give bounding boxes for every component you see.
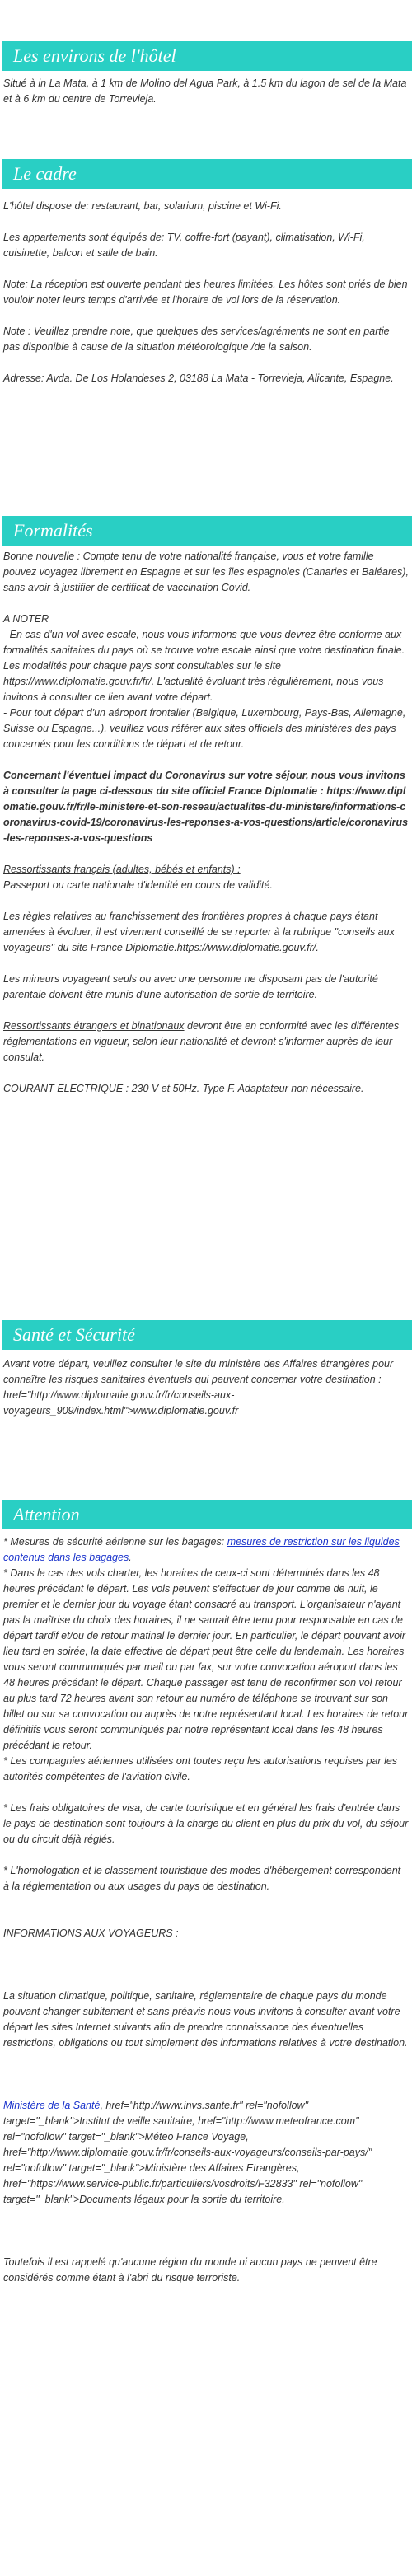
attention-bagages-prefix: * Mesures de sécurité aérienne sur les bagages: xyxy=(3,1536,227,1548)
attention-terrorisme: Toutefois il est rappelé qu'aucune région du monde ni aucun pays ne peuvent être considérés comme étant à l'abri du risque terroriste. xyxy=(3,2256,377,2283)
cadre-equipments: Les appartements sont équipés de: TV, coffre-fort (payant), climatisation, Wi-Fi, cuisinette, balcon et salle de bain. xyxy=(3,232,365,259)
formalites-etrangers-title: Ressortissants étrangers et binationaux xyxy=(3,1020,185,1032)
attention-vols-charter: * Dans le cas des vols charter, les horaires de ceux-ci sont déterminés dans les 48 heures précédant le départ. Les vols peuvent s'effectuer de jour comme de nuit, le premier et le dernier jour du voyage étant consacré au transport. L'organisateur n'ayant pas la maîtrise du choix des horaires, il ne saurait être tenu pour responsable en cas de départ tardif et/ou de retour matinal le dernier jour. En particulier, le départ pouvant avoir lieu tard en soirée, la date effective de départ peut être celle du lendemain. Les horaires vous seront communiqués par mail ou par fax, sur votre convocation aéroport dans les 48 heures précédant le départ. Chaque passager est tenu de reconfirmer son vol retour au plus tard 72 heures avant son retour au numéro de téléphone se trouvant sur son billet ou sur sa convocation ou auprès de notre représentant local. Les horaires de retour définitifs vous seront communiqués par notre représentant local dans les 48 heures précédant le retour. xyxy=(3,1567,409,1751)
formalites-coronavirus-notice: Concernant l'éventuel impact du Coronavirus sur votre séjour, nous vous invitons à consulter la page ci-dessous du site officiel France Diplomatie : https://www.diplomatie.gouv.fr/fr/le-ministere-et-son-reseau/actualites-du-ministere/informations-coronavirus-covid-19/coronavirus-les-reponses-a-vos-questions/article/coronavirus-les-reponses-a-vos-questions xyxy=(3,770,409,844)
formalites-a-noter-escale: - En cas d'un vol avec escale, nous vous informons que vous devrez être conforme aux formalités sanitaires du pays où se trouve votre escale ainsi que votre destination finale. xyxy=(3,629,405,656)
cadre-note-services: Note : Veuillez prendre note, que quelques des services/agréments ne sont en partie pas disponible à cause de la situation météorologique /de la saison. xyxy=(3,326,390,353)
sante-text xyxy=(3,1356,409,1419)
environs-paragraph: Situé à in La Mata, à 1 km de Molino del Agua Park, à 1.5 km du lagon de sel de la Mata et à 6 km du centre de Torrevieja. xyxy=(3,77,407,105)
formalites-text xyxy=(3,549,409,1097)
cadre-note-reception: Note: La réception est ouverte pendant des heures limitées. Les hôtes sont priés de bien vouloir noter leurs temps d'arrivée et l'horaire de vol lors de la réservation. xyxy=(3,279,408,306)
cadre-text xyxy=(3,199,409,386)
formalites-a-noter-title: A NOTER xyxy=(3,613,49,625)
environs-text xyxy=(3,76,409,107)
formalites-etrangers-text: devront être en conformité avec les différentes réglementations en vigueur, selon leur nationalité et devront s'informer auprès de leur consulat. xyxy=(3,1020,400,1063)
formalites-bonne-nouvelle: Bonne nouvelle : Compte tenu de votre nationalité française, vous et votre famille pouvez voyagez librement en Espagne et sur les îles espagnoles (Canaries et Baléares), sans avoir à justifier de certificat de vaccination Covid. xyxy=(3,550,409,593)
section-title-attention: Attention xyxy=(2,1500,412,1529)
attention-sites-text: , href="http://www.invs.sante.fr" rel="nofollow" target="_blank">Institut de veille sanitaire, href="http://www.meteofrance.com" rel="nofollow" target="_blank">Méteo France Voyage, href="http://www.diplomatie.gouv.fr/fr/conseils-aux-voyageurs/conseils-par-pays/" rel="nofollow" target="_blank">Ministère des Affaires Etrangères, href="https://www.service-public.fr/particuliers/vosdroits/F32833" rel="nofollow" target="_blank">Documents légaux pour la sortie du territoire. xyxy=(3,2100,372,2205)
liquides-restriction-link[interactable]: mesures de restriction sur les liquides contenus dans les bagages xyxy=(3,1536,400,1563)
cadre-services: L'hôtel dispose de: restaurant, bar, solarium, piscine et Wi-Fi. xyxy=(3,200,282,212)
attention-situation: La situation climatique, politique, sanitaire, réglementaire de chaque pays du monde pouvant changer subitement et sans préavis nous vous invitons à consulter avant votre départ les sites Internet suivants afin de prendre connaissance des éventuelles restrictions, obligations ou tout simplement des informations relatives à votre destination. xyxy=(3,1990,408,2049)
ministere-sante-link[interactable]: Ministère de la Santé xyxy=(3,2100,101,2111)
formalites-a-noter-modalites: Les modalités pour chaque pays sont consultables sur le site https://www.diplomatie.gouv.fr/fr/. L'actualité évoluant très régulièrement, nous vous invitons à consulter ce lien avant votre départ. xyxy=(3,660,384,703)
sante-paragraph: Avant votre départ, veuillez consulter le site du ministère des Affaires étrangères pour connaître les risques sanitaires éventuels qui peuvent concerner votre destination : href="http://www.diplomatie.gouv.fr/fr/conseils-aux-voyageurs_909/index.html">www.diplomatie.gouv.fr xyxy=(3,1358,394,1417)
attention-bagages xyxy=(3,1534,409,1566)
formalites-regles: Les règles relatives au franchissement des frontières propres à chaque pays étant amenées à évoluer, il est vivement conseillé de se reporter à la rubrique "conseils aux voyageurs" du site France Diplomatie.https://www.diplomatie.gouv.fr/. xyxy=(3,911,395,953)
attention-bagages-suffix: . xyxy=(129,1552,132,1563)
attention-frais: * Les frais obligatoires de visa, de carte touristique et en général les frais d'entrée dans le pays de destination sont toujours à la charge du client en plus du prix du vol, du séjour ou du circuit déjà réglés. xyxy=(3,1802,409,1845)
section-title-sante: Santé et Sécurité xyxy=(2,1320,412,1350)
attention-sites xyxy=(3,2098,409,2208)
attention-homologation: * L'homologation et le classement touristique des modes d'hébergement correspondent à la réglementation ou aux usages du pays de destination. xyxy=(3,1865,401,1892)
section-title-cadre: Le cadre xyxy=(2,159,412,189)
formalites-courant: COURANT ELECTRIQUE : 230 V et 50Hz. Type F. Adaptateur non nécessaire. xyxy=(3,1083,364,1094)
formalites-mineurs: Les mineurs voyageant seuls ou avec une personne ne disposant pas de l'autorité parentale doivent être munis d'une autorisation de sortie de territoire. xyxy=(3,973,378,1000)
attention-text xyxy=(3,1534,409,2286)
cadre-address: Adresse: Avda. De Los Holandeses 2, 03188 La Mata - Torrevieja, Alicante, Espagne. xyxy=(3,372,394,384)
formalites-francais-title: Ressortissants français (adultes, bébés et enfants) : xyxy=(3,864,241,875)
formalites-francais-text: Passeport ou carte nationale d'identité en cours de validité. xyxy=(3,879,273,891)
formalites-a-noter-frontalier: - Pour tout départ d'un aéroport frontalier (Belgique, Luxembourg, Pays-Bas, Allemagne, Suisse ou Espagne...), veuillez vous référer aux sites officiels des ministères des pays concernés pour les conditions de départ et de retour. xyxy=(3,707,406,750)
attention-compagnies: * Les compagnies aériennes utilisées ont toutes reçu les autorisations requises par les autorités compétentes de l'aviation civile. xyxy=(3,1755,398,1782)
formalites-etrangers xyxy=(3,1019,409,1066)
section-title-formalites: Formalités xyxy=(2,516,412,546)
section-title-environs: Les environs de l'hôtel xyxy=(2,41,412,71)
attention-info-title: INFORMATIONS AUX VOYAGEURS : xyxy=(3,1927,179,1939)
